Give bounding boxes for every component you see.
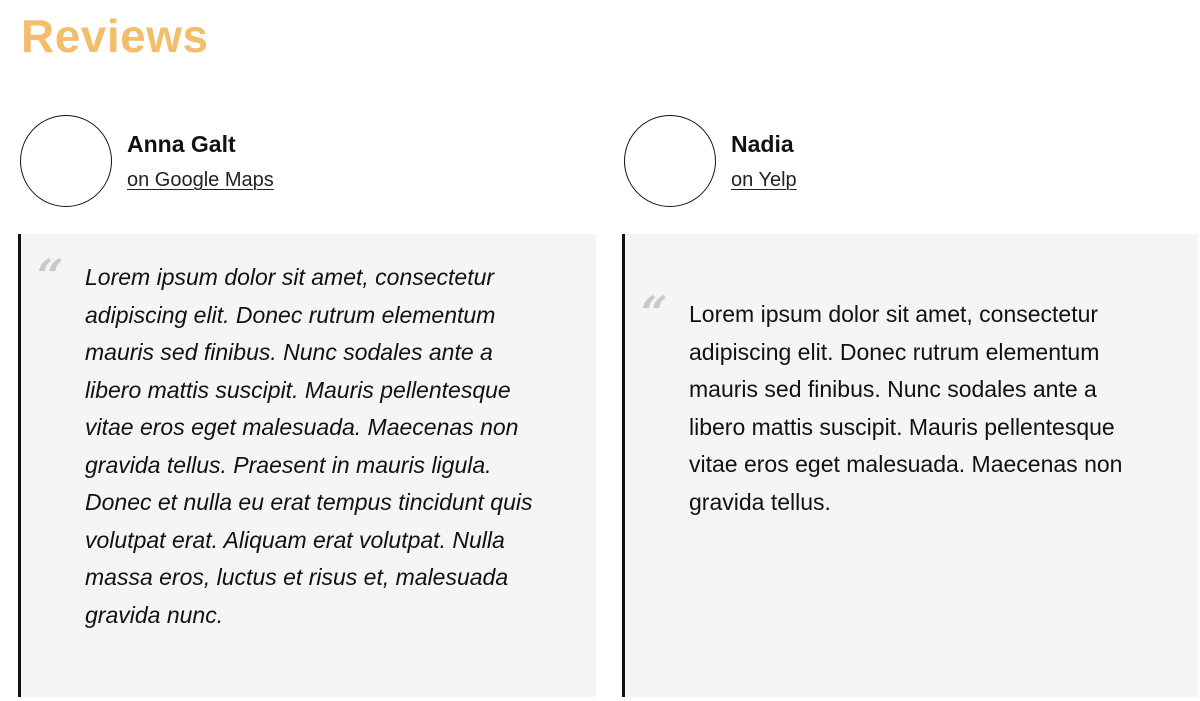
review-author — [624, 115, 1198, 211]
avatar — [20, 115, 112, 207]
page-title: Reviews — [21, 10, 209, 62]
author-name: Anna Galt — [127, 131, 236, 157]
quote-icon: “ — [37, 249, 64, 303]
quote-icon: “ — [641, 286, 668, 340]
author-name: Nadia — [731, 131, 794, 157]
review-text: Lorem ipsum dolor sit amet, consectetur adipiscing elit. Donec rutrum elementum mauris sed finibus. Nunc sodales ante a libero mattis suscipit. Mauris pellentesque vitae eros eget malesuada. Maecenas non gravida tellus. Praesent in mauris ligula. Donec et nulla eu erat tempus tincidunt quis volutpat erat. Aliquam erat volutpat. Nulla massa eros, luctus et risus et, malesuada gravida nunc. — [85, 264, 533, 628]
review-source-link[interactable]: on Yelp — [731, 169, 797, 191]
review-quote — [18, 234, 596, 697]
review-quote — [622, 234, 1198, 697]
review-author — [20, 115, 596, 211]
review-source-link[interactable]: on Google Maps — [127, 169, 274, 191]
review-card — [624, 115, 1198, 515]
avatar — [624, 115, 716, 207]
review-text: Lorem ipsum dolor sit amet, consectetur adipiscing elit. Donec rutrum elementum mauris sed finibus. Nunc sodales ante a libero mattis suscipit. Mauris pellentesque vitae eros eget malesuada. Maecenas non gravida tellus. — [689, 301, 1123, 515]
review-card — [20, 115, 596, 628]
